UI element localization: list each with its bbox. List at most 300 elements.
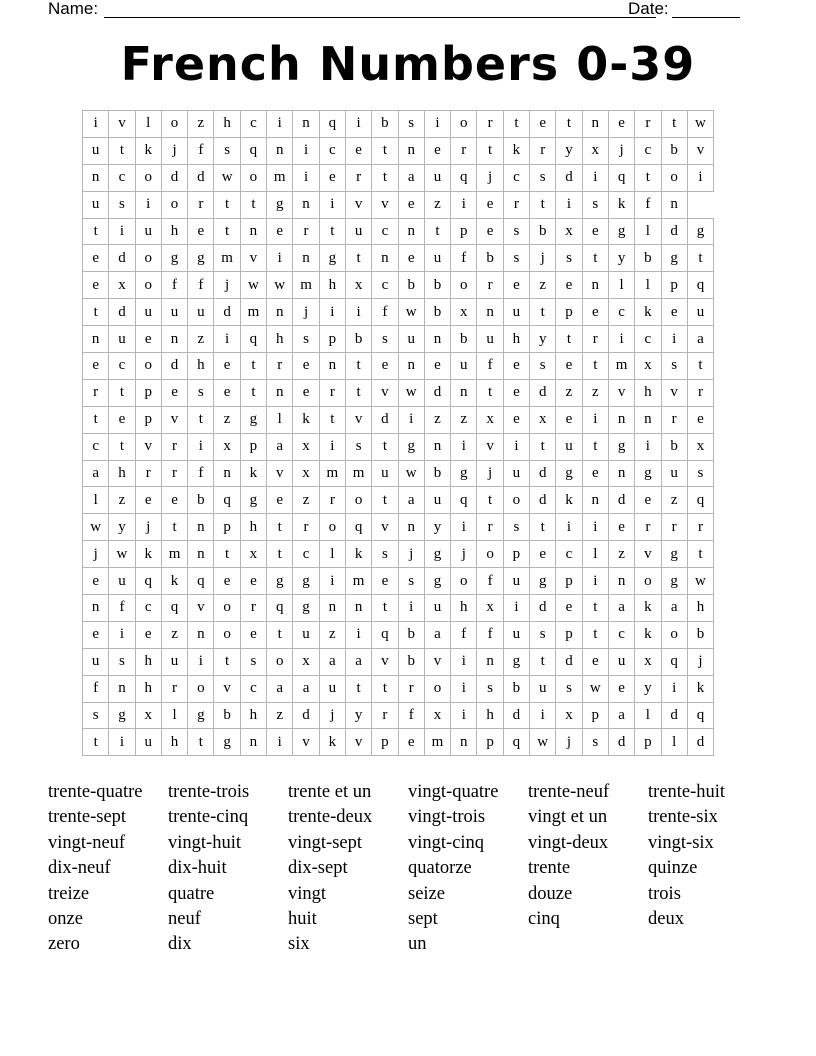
grid-cell[interactable]: w — [582, 675, 608, 702]
grid-cell[interactable]: i — [582, 406, 608, 433]
grid-cell[interactable]: d — [214, 299, 240, 326]
grid-cell[interactable]: r — [293, 514, 319, 541]
grid-cell[interactable]: s — [477, 675, 503, 702]
grid-cell[interactable]: s — [83, 702, 109, 729]
grid-cell[interactable]: c — [83, 433, 109, 460]
grid-cell[interactable]: j — [477, 164, 503, 191]
grid-cell[interactable]: n — [161, 326, 187, 353]
name-line[interactable] — [104, 17, 656, 18]
grid-cell[interactable]: n — [661, 191, 687, 218]
grid-cell[interactable]: o — [451, 568, 477, 595]
grid-cell[interactable]: g — [109, 702, 135, 729]
grid-cell[interactable]: u — [345, 218, 371, 245]
grid-cell[interactable]: n — [372, 245, 398, 272]
grid-cell[interactable]: n — [293, 111, 319, 138]
grid-cell[interactable]: t — [319, 218, 345, 245]
grid-cell[interactable]: q — [161, 595, 187, 622]
grid-cell[interactable]: u — [661, 460, 687, 487]
grid-cell[interactable]: r — [477, 514, 503, 541]
grid-cell[interactable]: x — [293, 460, 319, 487]
grid-cell[interactable]: m — [424, 729, 450, 756]
grid-cell[interactable]: g — [214, 729, 240, 756]
grid-cell[interactable]: y — [635, 675, 661, 702]
grid-cell[interactable]: t — [530, 514, 556, 541]
grid-cell[interactable]: s — [109, 191, 135, 218]
grid-cell[interactable]: e — [530, 541, 556, 568]
grid-cell[interactable]: r — [582, 326, 608, 353]
grid-cell[interactable]: x — [530, 406, 556, 433]
grid-cell[interactable]: n — [451, 379, 477, 406]
grid-cell[interactable]: t — [582, 353, 608, 380]
grid-cell[interactable]: t — [424, 218, 450, 245]
grid-cell[interactable]: h — [477, 702, 503, 729]
grid-cell[interactable]: b — [398, 648, 424, 675]
grid-cell[interactable]: i — [451, 702, 477, 729]
grid-cell[interactable]: s — [503, 514, 529, 541]
grid-cell[interactable]: i — [345, 621, 371, 648]
grid-cell[interactable]: g — [635, 460, 661, 487]
grid-cell[interactable]: n — [319, 353, 345, 380]
grid-cell[interactable]: x — [109, 272, 135, 299]
grid-cell[interactable]: i — [661, 675, 687, 702]
grid-cell[interactable]: i — [345, 111, 371, 138]
grid-cell[interactable]: x — [293, 648, 319, 675]
grid-cell[interactable]: t — [109, 433, 135, 460]
grid-cell[interactable]: s — [345, 433, 371, 460]
grid-cell[interactable]: o — [451, 272, 477, 299]
grid-cell[interactable]: s — [372, 541, 398, 568]
grid-cell[interactable]: e — [424, 137, 450, 164]
grid-cell[interactable]: e — [398, 729, 424, 756]
grid-cell[interactable]: d — [556, 648, 582, 675]
grid-cell[interactable]: u — [424, 487, 450, 514]
grid-cell[interactable]: t — [267, 621, 293, 648]
grid-cell[interactable]: i — [398, 595, 424, 622]
grid-cell[interactable]: n — [477, 299, 503, 326]
grid-cell[interactable]: n — [424, 326, 450, 353]
grid-cell[interactable]: d — [608, 487, 634, 514]
grid-cell[interactable]: e — [556, 272, 582, 299]
grid-cell[interactable]: r — [530, 137, 556, 164]
grid-cell[interactable]: t — [345, 353, 371, 380]
grid-cell[interactable]: g — [293, 595, 319, 622]
grid-cell[interactable]: r — [161, 433, 187, 460]
grid-cell[interactable]: l — [635, 218, 661, 245]
grid-cell[interactable]: p — [556, 621, 582, 648]
grid-cell[interactable]: y — [530, 326, 556, 353]
grid-cell[interactable]: i — [608, 326, 634, 353]
grid-cell[interactable]: v — [161, 406, 187, 433]
grid-cell[interactable]: t — [267, 514, 293, 541]
grid-cell[interactable]: q — [661, 648, 687, 675]
grid-cell[interactable]: o — [214, 595, 240, 622]
grid-cell[interactable]: e — [398, 245, 424, 272]
grid-cell[interactable]: s — [530, 353, 556, 380]
grid-cell[interactable]: k — [293, 406, 319, 433]
grid-cell[interactable]: p — [135, 406, 161, 433]
grid-cell[interactable]: v — [372, 379, 398, 406]
grid-cell[interactable]: i — [582, 568, 608, 595]
grid-cell[interactable]: r — [319, 487, 345, 514]
grid-cell[interactable]: r — [661, 406, 687, 433]
grid-cell[interactable]: o — [635, 568, 661, 595]
grid-cell[interactable]: e — [635, 487, 661, 514]
grid-cell[interactable]: r — [161, 675, 187, 702]
grid-cell[interactable]: h — [451, 595, 477, 622]
grid-cell[interactable]: g — [687, 218, 713, 245]
grid-cell[interactable]: g — [398, 433, 424, 460]
grid-cell[interactable]: g — [319, 245, 345, 272]
grid-cell[interactable]: e — [687, 406, 713, 433]
grid-cell[interactable]: r — [635, 111, 661, 138]
grid-cell[interactable]: r — [319, 379, 345, 406]
grid-cell[interactable]: k — [608, 191, 634, 218]
grid-cell[interactable]: t — [240, 191, 266, 218]
grid-cell[interactable]: o — [661, 164, 687, 191]
grid-cell[interactable]: a — [398, 164, 424, 191]
grid-cell[interactable]: w — [687, 568, 713, 595]
grid-cell[interactable]: n — [398, 514, 424, 541]
grid-cell[interactable]: e — [398, 191, 424, 218]
grid-cell[interactable]: y — [345, 702, 371, 729]
grid-cell[interactable]: h — [635, 379, 661, 406]
grid-cell[interactable]: u — [503, 568, 529, 595]
grid-cell[interactable]: f — [83, 675, 109, 702]
grid-cell[interactable]: s — [503, 218, 529, 245]
grid-cell[interactable]: n — [608, 460, 634, 487]
grid-cell[interactable]: z — [319, 621, 345, 648]
grid-cell[interactable]: k — [319, 729, 345, 756]
grid-cell[interactable]: i — [556, 514, 582, 541]
grid-cell[interactable]: x — [556, 702, 582, 729]
grid-cell[interactable]: a — [661, 595, 687, 622]
grid-cell[interactable]: y — [424, 514, 450, 541]
grid-cell[interactable]: e — [372, 568, 398, 595]
grid-cell[interactable]: e — [582, 299, 608, 326]
grid-cell[interactable]: w — [214, 164, 240, 191]
grid-cell[interactable]: g — [661, 541, 687, 568]
grid-cell[interactable]: d — [161, 164, 187, 191]
grid-cell[interactable]: n — [451, 729, 477, 756]
grid-cell[interactable]: f — [477, 353, 503, 380]
grid-cell[interactable]: m — [345, 568, 371, 595]
grid-cell[interactable]: c — [372, 272, 398, 299]
grid-cell[interactable]: y — [608, 245, 634, 272]
grid-cell[interactable]: s — [109, 648, 135, 675]
grid-cell[interactable]: t — [345, 379, 371, 406]
grid-cell[interactable]: t — [477, 487, 503, 514]
grid-cell[interactable]: i — [319, 568, 345, 595]
grid-cell[interactable]: s — [398, 111, 424, 138]
grid-cell[interactable]: e — [240, 621, 266, 648]
grid-cell[interactable]: q — [687, 702, 713, 729]
grid-cell[interactable]: b — [424, 299, 450, 326]
grid-cell[interactable]: e — [582, 218, 608, 245]
grid-cell[interactable]: e — [556, 595, 582, 622]
grid-cell[interactable]: t — [109, 379, 135, 406]
grid-cell[interactable]: b — [398, 272, 424, 299]
grid-cell[interactable]: w — [398, 299, 424, 326]
grid-cell[interactable]: c — [240, 675, 266, 702]
grid-cell[interactable]: o — [503, 487, 529, 514]
grid-cell[interactable]: q — [214, 487, 240, 514]
grid-cell[interactable]: t — [477, 137, 503, 164]
grid-cell[interactable]: b — [345, 326, 371, 353]
grid-cell[interactable]: e — [293, 353, 319, 380]
grid-cell[interactable]: s — [556, 245, 582, 272]
grid-cell[interactable]: p — [556, 299, 582, 326]
grid-cell[interactable]: c — [503, 164, 529, 191]
grid-cell[interactable]: t — [477, 379, 503, 406]
grid-cell[interactable]: x — [214, 433, 240, 460]
grid-cell[interactable]: t — [582, 595, 608, 622]
grid-cell[interactable]: d — [556, 164, 582, 191]
grid-cell[interactable]: r — [240, 595, 266, 622]
grid-cell[interactable]: e — [83, 568, 109, 595]
grid-cell[interactable]: n — [635, 406, 661, 433]
grid-cell[interactable]: d — [661, 218, 687, 245]
grid-cell[interactable]: b — [214, 702, 240, 729]
grid-cell[interactable]: c — [109, 353, 135, 380]
grid-cell[interactable]: i — [530, 702, 556, 729]
grid-cell[interactable]: q — [687, 487, 713, 514]
grid-cell[interactable]: d — [109, 245, 135, 272]
grid-cell[interactable]: q — [451, 487, 477, 514]
grid-cell[interactable]: e — [319, 164, 345, 191]
grid-cell[interactable]: u — [319, 675, 345, 702]
grid-cell[interactable]: z — [267, 702, 293, 729]
grid-cell[interactable]: x — [687, 433, 713, 460]
grid-cell[interactable]: h — [240, 514, 266, 541]
grid-cell[interactable]: e — [135, 621, 161, 648]
grid-cell[interactable]: t — [214, 541, 240, 568]
grid-cell[interactable]: t — [530, 433, 556, 460]
grid-cell[interactable]: e — [608, 514, 634, 541]
grid-cell[interactable]: b — [451, 326, 477, 353]
grid-cell[interactable]: b — [188, 487, 214, 514]
grid-cell[interactable]: m — [608, 353, 634, 380]
grid-cell[interactable]: e — [503, 379, 529, 406]
grid-cell[interactable]: t — [240, 353, 266, 380]
grid-cell[interactable]: x — [345, 272, 371, 299]
grid-cell[interactable]: u — [135, 218, 161, 245]
grid-cell[interactable]: e — [214, 353, 240, 380]
grid-cell[interactable]: n — [345, 595, 371, 622]
grid-cell[interactable]: n — [608, 406, 634, 433]
grid-cell[interactable]: e — [582, 460, 608, 487]
grid-cell[interactable]: e — [267, 218, 293, 245]
grid-cell[interactable]: d — [530, 379, 556, 406]
grid-cell[interactable]: v — [477, 433, 503, 460]
grid-cell[interactable]: e — [83, 621, 109, 648]
grid-cell[interactable]: d — [530, 460, 556, 487]
grid-cell[interactable]: i — [188, 648, 214, 675]
grid-cell[interactable]: t — [319, 406, 345, 433]
grid-cell[interactable]: z — [109, 487, 135, 514]
grid-cell[interactable]: f — [188, 460, 214, 487]
grid-cell[interactable]: l — [161, 702, 187, 729]
grid-cell[interactable]: w — [267, 272, 293, 299]
grid-cell[interactable]: z — [530, 272, 556, 299]
grid-cell[interactable]: o — [477, 541, 503, 568]
grid-cell[interactable]: s — [188, 379, 214, 406]
grid-cell[interactable]: e — [214, 379, 240, 406]
grid-cell[interactable]: d — [661, 702, 687, 729]
grid-cell[interactable]: z — [451, 406, 477, 433]
grid-cell[interactable]: r — [661, 514, 687, 541]
grid-cell[interactable]: u — [503, 621, 529, 648]
grid-cell[interactable]: r — [477, 272, 503, 299]
grid-cell[interactable]: e — [661, 299, 687, 326]
grid-cell[interactable]: p — [240, 433, 266, 460]
grid-cell[interactable]: i — [267, 729, 293, 756]
grid-cell[interactable]: n — [319, 595, 345, 622]
grid-cell[interactable]: u — [608, 648, 634, 675]
grid-cell[interactable]: d — [530, 595, 556, 622]
grid-cell[interactable]: n — [188, 541, 214, 568]
grid-cell[interactable]: x — [424, 702, 450, 729]
grid-cell[interactable]: n — [293, 245, 319, 272]
grid-cell[interactable]: i — [503, 595, 529, 622]
grid-cell[interactable]: c — [556, 541, 582, 568]
grid-cell[interactable]: i — [503, 433, 529, 460]
grid-cell[interactable]: v — [635, 541, 661, 568]
grid-cell[interactable]: l — [267, 406, 293, 433]
grid-cell[interactable]: q — [608, 164, 634, 191]
grid-cell[interactable]: g — [451, 460, 477, 487]
grid-cell[interactable]: o — [267, 648, 293, 675]
grid-cell[interactable]: j — [135, 514, 161, 541]
grid-cell[interactable]: q — [319, 111, 345, 138]
grid-cell[interactable]: n — [398, 353, 424, 380]
grid-cell[interactable]: i — [451, 191, 477, 218]
grid-cell[interactable]: t — [83, 729, 109, 756]
grid-cell[interactable]: b — [687, 621, 713, 648]
grid-cell[interactable]: p — [556, 568, 582, 595]
grid-cell[interactable]: l — [319, 541, 345, 568]
grid-cell[interactable]: h — [161, 218, 187, 245]
grid-cell[interactable]: x — [635, 353, 661, 380]
grid-cell[interactable]: z — [424, 191, 450, 218]
grid-cell[interactable]: i — [687, 164, 713, 191]
grid-cell[interactable]: e — [556, 406, 582, 433]
grid-cell[interactable]: a — [345, 648, 371, 675]
grid-cell[interactable]: u — [293, 621, 319, 648]
grid-cell[interactable]: i — [661, 326, 687, 353]
grid-cell[interactable]: f — [477, 568, 503, 595]
grid-cell[interactable]: j — [319, 702, 345, 729]
grid-cell[interactable]: g — [267, 568, 293, 595]
grid-cell[interactable]: o — [319, 514, 345, 541]
grid-cell[interactable]: s — [661, 353, 687, 380]
grid-cell[interactable]: e — [503, 406, 529, 433]
grid-cell[interactable]: s — [530, 164, 556, 191]
grid-cell[interactable]: m — [240, 299, 266, 326]
grid-cell[interactable]: s — [582, 729, 608, 756]
grid-cell[interactable]: o — [135, 245, 161, 272]
grid-cell[interactable]: r — [503, 191, 529, 218]
grid-cell[interactable]: y — [556, 137, 582, 164]
grid-cell[interactable]: e — [135, 487, 161, 514]
grid-cell[interactable]: u — [188, 299, 214, 326]
grid-cell[interactable]: d — [530, 487, 556, 514]
grid-cell[interactable]: w — [83, 514, 109, 541]
grid-cell[interactable]: i — [109, 621, 135, 648]
grid-cell[interactable]: s — [398, 568, 424, 595]
grid-cell[interactable]: t — [214, 218, 240, 245]
grid-cell[interactable]: b — [477, 245, 503, 272]
grid-cell[interactable]: j — [687, 648, 713, 675]
grid-cell[interactable]: x — [635, 648, 661, 675]
grid-cell[interactable]: t — [372, 137, 398, 164]
grid-cell[interactable]: a — [319, 648, 345, 675]
grid-cell[interactable]: f — [372, 299, 398, 326]
grid-cell[interactable]: m — [345, 460, 371, 487]
grid-cell[interactable]: t — [83, 299, 109, 326]
grid-cell[interactable]: h — [214, 111, 240, 138]
grid-cell[interactable]: n — [477, 648, 503, 675]
grid-cell[interactable]: t — [240, 379, 266, 406]
grid-cell[interactable]: s — [214, 137, 240, 164]
grid-cell[interactable]: o — [451, 111, 477, 138]
grid-cell[interactable]: i — [319, 299, 345, 326]
grid-cell[interactable]: h — [135, 648, 161, 675]
grid-cell[interactable]: o — [424, 675, 450, 702]
grid-cell[interactable]: m — [293, 272, 319, 299]
grid-cell[interactable]: e — [293, 379, 319, 406]
grid-cell[interactable]: g — [661, 245, 687, 272]
grid-cell[interactable]: b — [398, 621, 424, 648]
grid-cell[interactable]: l — [608, 272, 634, 299]
grid-cell[interactable]: o — [135, 353, 161, 380]
grid-cell[interactable]: o — [135, 164, 161, 191]
grid-cell[interactable]: v — [345, 729, 371, 756]
grid-cell[interactable]: e — [530, 111, 556, 138]
grid-cell[interactable]: q — [135, 568, 161, 595]
grid-cell[interactable]: b — [661, 433, 687, 460]
grid-cell[interactable]: e — [556, 353, 582, 380]
grid-cell[interactable]: h — [161, 729, 187, 756]
grid-cell[interactable]: e — [503, 272, 529, 299]
grid-cell[interactable]: p — [582, 702, 608, 729]
grid-cell[interactable]: i — [556, 191, 582, 218]
grid-cell[interactable]: c — [240, 111, 266, 138]
grid-cell[interactable]: z — [661, 487, 687, 514]
grid-cell[interactable]: f — [188, 137, 214, 164]
grid-cell[interactable]: u — [161, 299, 187, 326]
grid-cell[interactable]: r — [398, 675, 424, 702]
grid-cell[interactable]: g — [188, 245, 214, 272]
grid-cell[interactable]: b — [530, 218, 556, 245]
grid-cell[interactable]: o — [161, 191, 187, 218]
grid-cell[interactable]: t — [188, 729, 214, 756]
grid-cell[interactable]: a — [267, 675, 293, 702]
grid-cell[interactable]: z — [161, 621, 187, 648]
grid-cell[interactable]: j — [608, 137, 634, 164]
grid-cell[interactable]: n — [424, 433, 450, 460]
grid-cell[interactable]: v — [293, 729, 319, 756]
grid-cell[interactable]: l — [582, 541, 608, 568]
grid-cell[interactable]: n — [83, 326, 109, 353]
grid-cell[interactable]: v — [687, 137, 713, 164]
grid-cell[interactable]: e — [135, 326, 161, 353]
grid-cell[interactable]: q — [240, 137, 266, 164]
grid-cell[interactable]: q — [687, 272, 713, 299]
grid-cell[interactable]: e — [83, 272, 109, 299]
grid-cell[interactable]: q — [372, 621, 398, 648]
grid-cell[interactable]: t — [687, 245, 713, 272]
grid-cell[interactable]: f — [635, 191, 661, 218]
